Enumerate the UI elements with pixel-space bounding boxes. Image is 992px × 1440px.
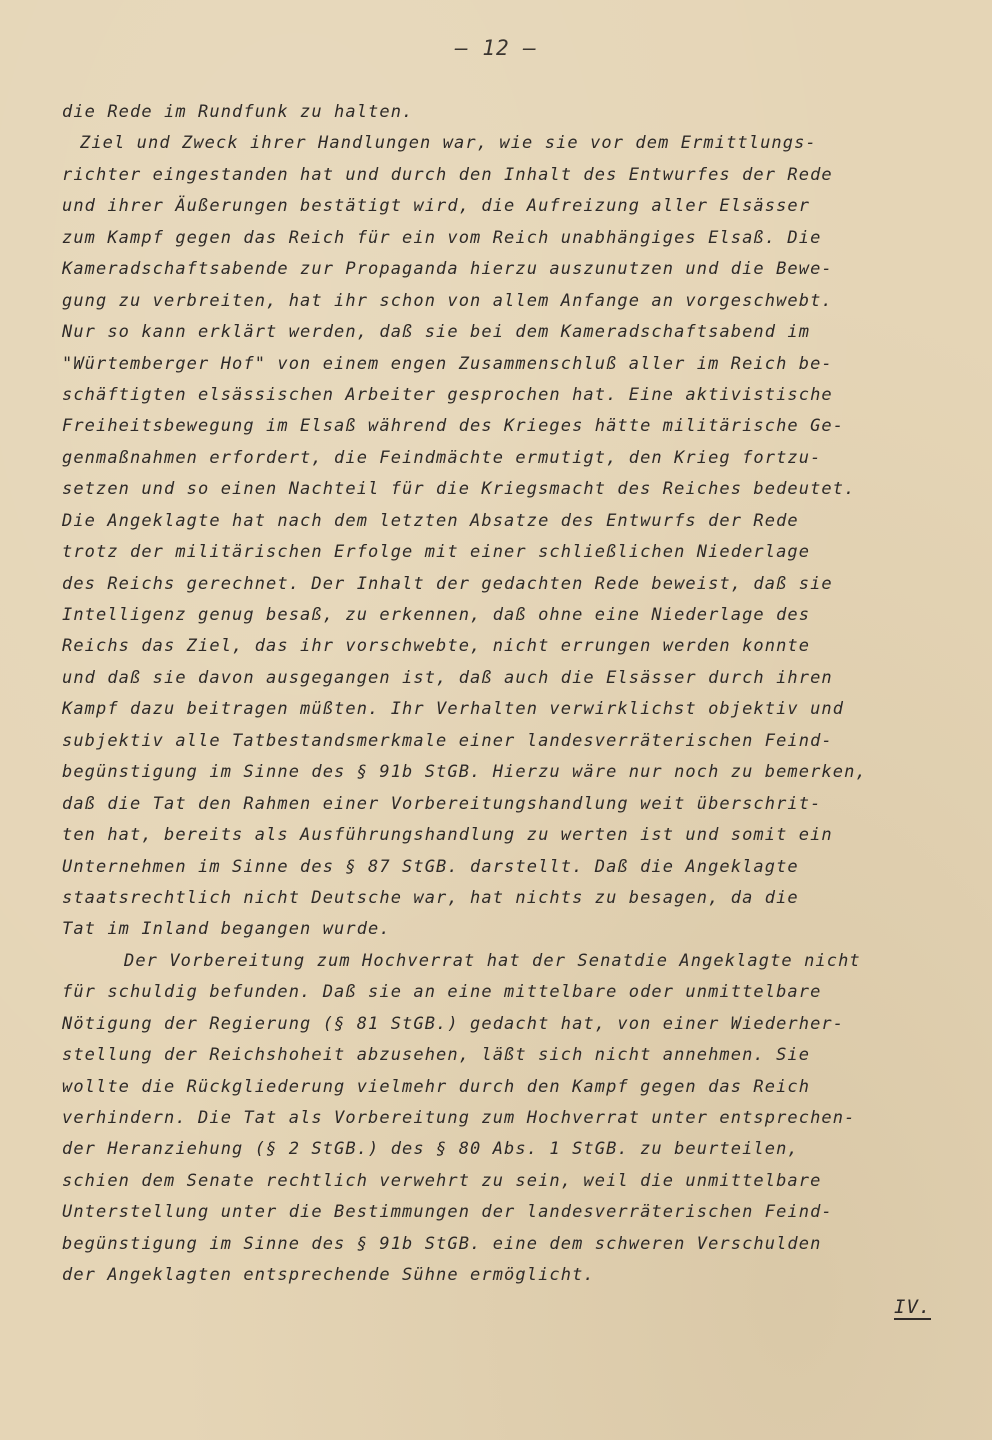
text-line: Nur so kann erklärt werden, daß sie bei dem Kameradschaftsabend im [62, 322, 811, 343]
text-line: Unternehmen im Sinne des § 87 StGB. darstellt. Daß die Angeklagte [62, 856, 799, 877]
text-line: schien dem Senate rechtlich verwehrt zu sein, weil die unmittelbare [62, 1170, 822, 1191]
text-line: für schuldig befunden. Daß sie an eine mittelbare oder unmittelbare [62, 982, 822, 1003]
text-line: der Heranziehung (§ 2 StGB.) des § 80 Abs. 1 StGB. zu beurteilen, [62, 1139, 799, 1160]
text-line: genmaßnahmen erfordert, die Feindmächte ermutigt, den Krieg fortzu- [62, 447, 822, 468]
text-line: zum Kampf gegen das Reich für ein vom Reich unabhängiges Elsaß. Die [62, 227, 822, 248]
text-line: Freiheitsbewegung im Elsaß während des Krieges hätte militärische Ge- [62, 416, 845, 437]
text-line: ten hat, bereits als Ausführungshandlung zu werten ist und somit ein [62, 825, 833, 846]
text-line: Intelligenz genug besaß, zu erkennen, daß ohne eine Niederlage des [62, 605, 811, 625]
text-line: Tat im Inland begangen wurde. [62, 919, 391, 940]
text-line: staatsrechtlich nicht Deutsche war, hat nichts zu besagen, da die [62, 887, 799, 908]
text-line: subjektiv alle Tatbestandsmerkmale einer landesverräterischen Feind- [62, 730, 833, 751]
text-line: wollte die Rückgliederung vielmehr durch den Kampf gegen das Reich [62, 1076, 811, 1097]
body-text [62, 97, 962, 1292]
text-line: und daß sie davon ausgegangen ist, daß auch die Elsässer durch ihren [62, 667, 833, 688]
page-number: – 12 – [455, 36, 537, 60]
text-line: begünstigung im Sinne des § 91b StGB. eine dem schweren Verschulden [62, 1233, 822, 1254]
catchword: IV. [894, 1296, 932, 1318]
text-line: die Rede im Rundfunk zu halten. [62, 102, 414, 122]
text-line: Der Vorbereitung zum Hochverrat hat der Senatdie Angeklagte nicht [124, 950, 861, 971]
text-line: gung zu verbreiten, hat ihr schon von allem Anfange an vorgeschwebt. [62, 290, 833, 311]
text-line: begünstigung im Sinne des § 91b StGB. Hierzu wäre nur noch zu bemerken, [62, 762, 867, 783]
text-line: daß die Tat den Rahmen einer Vorbereitungshandlung weit überschrit- [62, 793, 822, 814]
text-line: und ihrer Äußerungen bestätigt wird, die Aufreizung aller Elsässer [62, 196, 811, 217]
text-line: Kameradschaftsabende zur Propaganda hierzu auszunutzen und die Bewe- [62, 259, 833, 280]
text-line: des Reichs gerechnet. Der Inhalt der gedachten Rede beweist, daß sie [62, 573, 833, 594]
text-line: der Angeklagten entsprechende Sühne ermöglicht. [62, 1265, 595, 1286]
text-line: Kampf dazu beitragen müßten. Ihr Verhalten verwirklichst objektiv und [62, 699, 845, 720]
text-line: stellung der Reichshoheit abzusehen, läßt sich nicht annehmen. Sie [62, 1045, 811, 1066]
text-line: schäftigten elsässischen Arbeiter gesprochen hat. Eine aktivistische [62, 384, 833, 405]
text-line: Nötigung der Regierung (§ 81 StGB.) gedacht hat, von einer Wiederher- [62, 1013, 845, 1034]
text-line: richter eingestanden hat und durch den Inhalt des Entwurfes der Rede [62, 164, 833, 185]
text-line: setzen und so einen Nachteil für die Kriegsmacht des Reiches bedeutet. [62, 479, 856, 500]
text-line: Unterstellung unter die Bestimmungen der landesverräterischen Feind- [62, 1202, 833, 1223]
text-line: Reichs das Ziel, das ihr vorschwebte, nicht errungen werden konnte [62, 636, 811, 657]
text-line: verhindern. Die Tat als Vorbereitung zum Hochverrat unter entsprechen- [62, 1108, 856, 1128]
text-line: trotz der militärischen Erfolge mit einer schließlichen Niederlage [62, 542, 811, 563]
text-line: Ziel und Zweck ihrer Handlungen war, wie sie vor dem Ermittlungs- [80, 133, 817, 154]
text-line: "Würtemberger Hof" von einem engen Zusammenschluß aller im Reich be- [62, 353, 833, 374]
text-line: Die Angeklagte hat nach dem letzten Absatze des Entwurfs der Rede [62, 510, 799, 531]
